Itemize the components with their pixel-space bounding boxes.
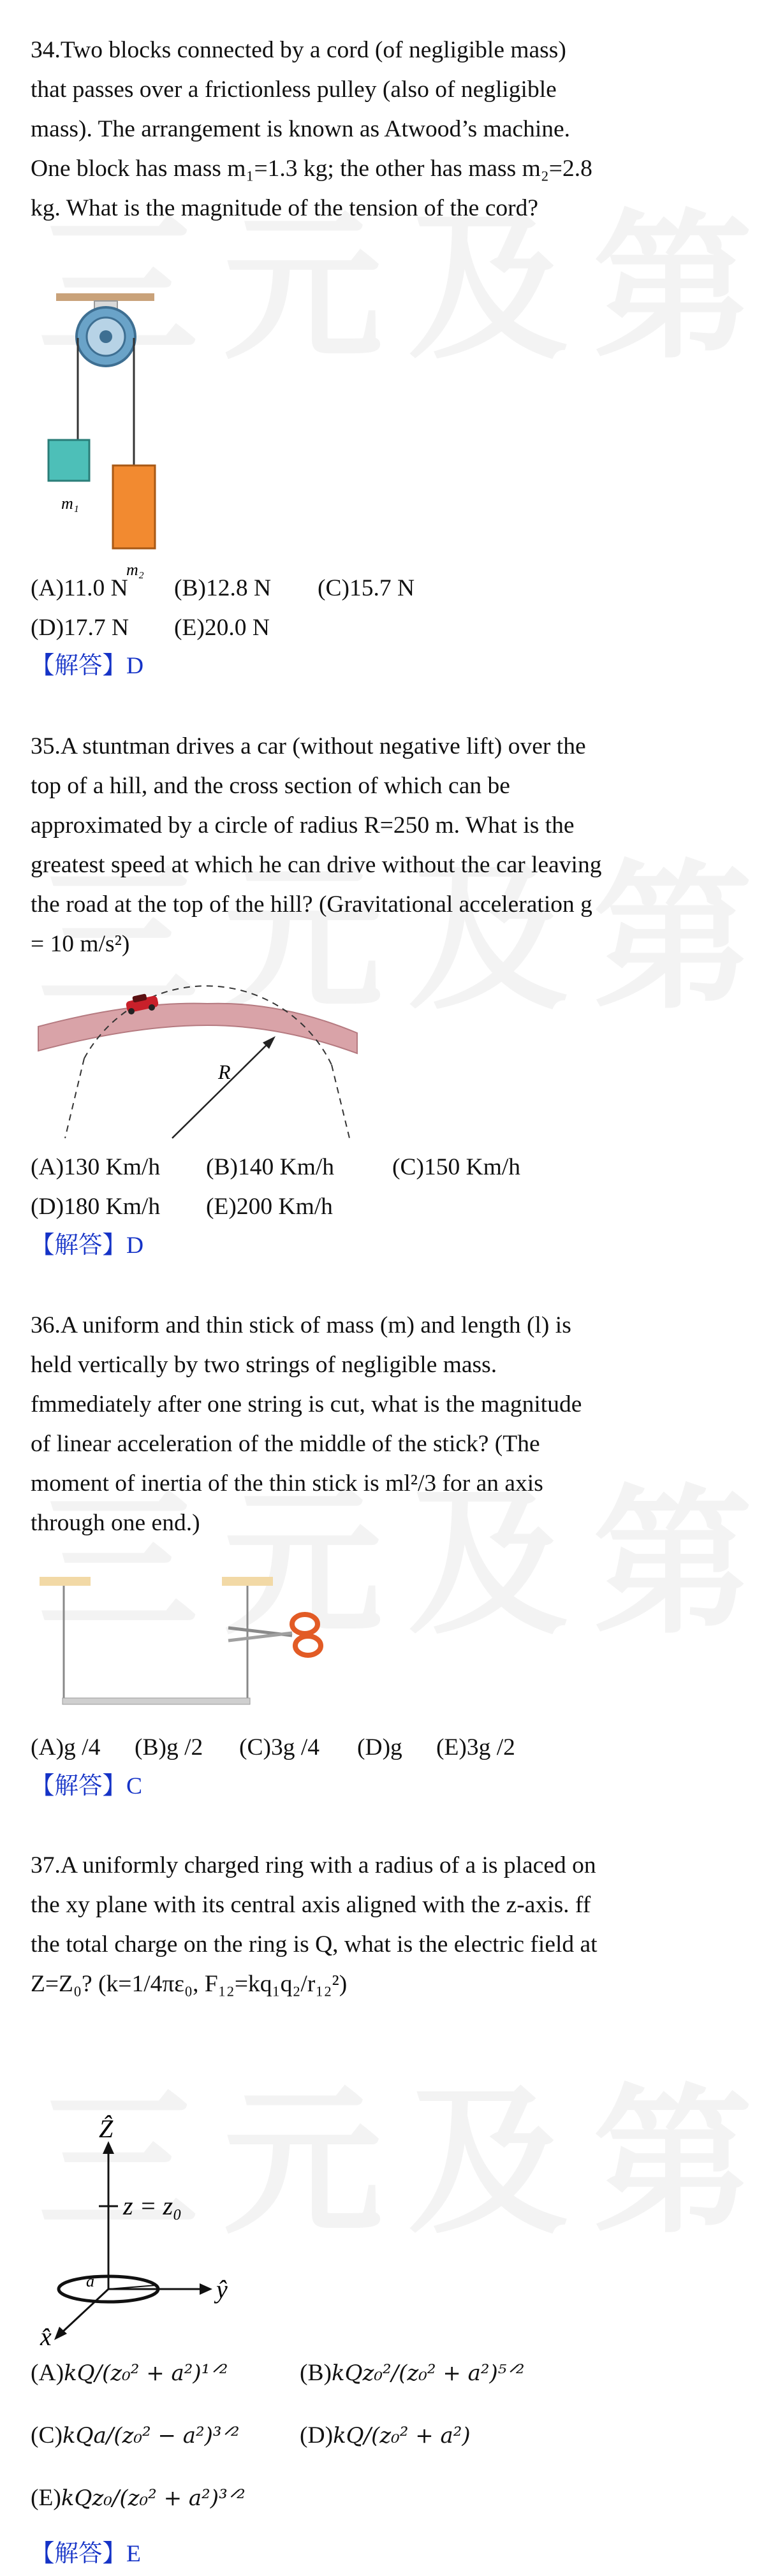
scissors-icon — [228, 1614, 321, 1655]
q37-option-b[interactable]: (B)kQz₀²/(z₀² + a²)⁵ᐟ² — [300, 2360, 525, 2386]
question-36-text: 36.A uniform and thin stick of mass (m) and length (l) is held vertically by two strings of negligible mass. fmmediately after one string is cut, what is the magnitude of linear acceleration of the middle of the stick? (The moment of inertia of the thin stick is ml²/3 for an axis through one end.) — [31, 1312, 582, 1536]
stick-strings-figure — [37, 1565, 330, 1718]
radius-label: R — [218, 1060, 231, 1083]
option-b[interactable]: (B)g /2 — [135, 1734, 203, 1760]
charged-ring-figure — [35, 2114, 303, 2351]
q36-options-row — [31, 1728, 515, 1767]
hill-figure — [32, 995, 363, 1141]
q35-options-row-2 — [31, 1187, 333, 1227]
q36-answer: 【解答】C — [31, 1773, 143, 1799]
option-b[interactable]: (B)140 Km/h — [206, 1154, 335, 1180]
question-34-text: 34.Two blocks connected by a cord (of negligible mass) that passes over a frictionless pulley (also of negligible mass). The arrangement is known as Atwood’s machine. One block has mass m₁=1.3 kg; the other has mass m₂=2.8 kg. What is the magnitude of the tension of the cord? — [31, 37, 592, 221]
q35-options-row-1 — [31, 1148, 520, 1187]
label-m2: m₂ — [126, 560, 144, 579]
radius-a-label: a — [86, 2272, 94, 2290]
q34-options-row-2 — [31, 608, 270, 648]
option-e[interactable]: (E)3g /2 — [436, 1734, 515, 1760]
option-c[interactable]: (C)150 Km/h — [392, 1154, 521, 1180]
block-m1 — [48, 440, 89, 481]
option-c[interactable]: (C)15.7 N — [318, 575, 415, 601]
option-e[interactable]: (E)20.0 N — [174, 615, 270, 641]
y-axis-label: ŷ — [216, 2275, 228, 2304]
q35-answer: 【解答】D — [31, 1233, 144, 1259]
atwood-machine-figure — [45, 281, 172, 580]
option-d[interactable]: (D)17.7 N — [31, 615, 129, 641]
q37-option-a[interactable]: (A)kQ/(z₀² + a²)¹ᐟ² — [31, 2360, 228, 2386]
block-m2 — [113, 465, 155, 548]
horizontal-stick — [62, 1698, 250, 1704]
option-e[interactable]: (E)200 Km/h — [206, 1194, 333, 1220]
q37-option-e[interactable]: (E)kQz₀/(z₀² + a²)³ᐟ² — [31, 2485, 246, 2511]
right-support — [222, 1577, 273, 1586]
hill-road — [38, 1004, 357, 1053]
q34-answer: 【解答】D — [31, 653, 144, 679]
q37-answer: 【解答】E — [31, 2541, 141, 2567]
label-m1: m₁ — [61, 494, 79, 513]
x-axis-label: x̂ — [40, 2322, 52, 2351]
z-axis-label: Ẑ — [99, 2114, 114, 2143]
z0-label: z = z₀ — [123, 2192, 182, 2220]
q37-option-d[interactable]: (D)kQ/(z₀² + a²) — [300, 2422, 471, 2448]
ceiling-bar — [56, 293, 154, 301]
option-a[interactable]: (A)130 Km/h — [31, 1154, 161, 1180]
question-35-text: 35.A stuntman drives a car (without negative lift) over the top of a hill, and the cross section of which can be approximated by a circle of radius R=250 m. What is the greatest speed at which he can drive without the car leaving the road at the top of the hill? (Gravitational acceleration g = 10 m/s²) — [31, 733, 602, 957]
option-b[interactable]: (B)12.8 N — [174, 575, 272, 601]
option-d[interactable]: (D)g — [357, 1734, 402, 1760]
left-support — [40, 1577, 91, 1586]
option-d[interactable]: (D)180 Km/h — [31, 1194, 161, 1220]
option-c[interactable]: (C)3g /4 — [239, 1734, 320, 1760]
question-37-text: 37.A uniformly charged ring with a radius of a is placed on the xy plane with its central axis aligned with the z-axis. ff the total charge on the ring is Q, what is the electric field at Z=Z₀? (k=1/4πε₀, F₁₂=kq₁q₂/r₁₂²) — [31, 1852, 598, 1997]
q37-option-c[interactable]: (C)kQa/(z₀² − a²)³ᐟ² — [31, 2422, 240, 2448]
radius-arrow — [172, 1041, 271, 1138]
q34-options-row-1 — [31, 569, 415, 608]
option-a[interactable]: (A)11.0 N — [31, 575, 128, 601]
option-a[interactable]: (A)g /4 — [31, 1734, 101, 1760]
